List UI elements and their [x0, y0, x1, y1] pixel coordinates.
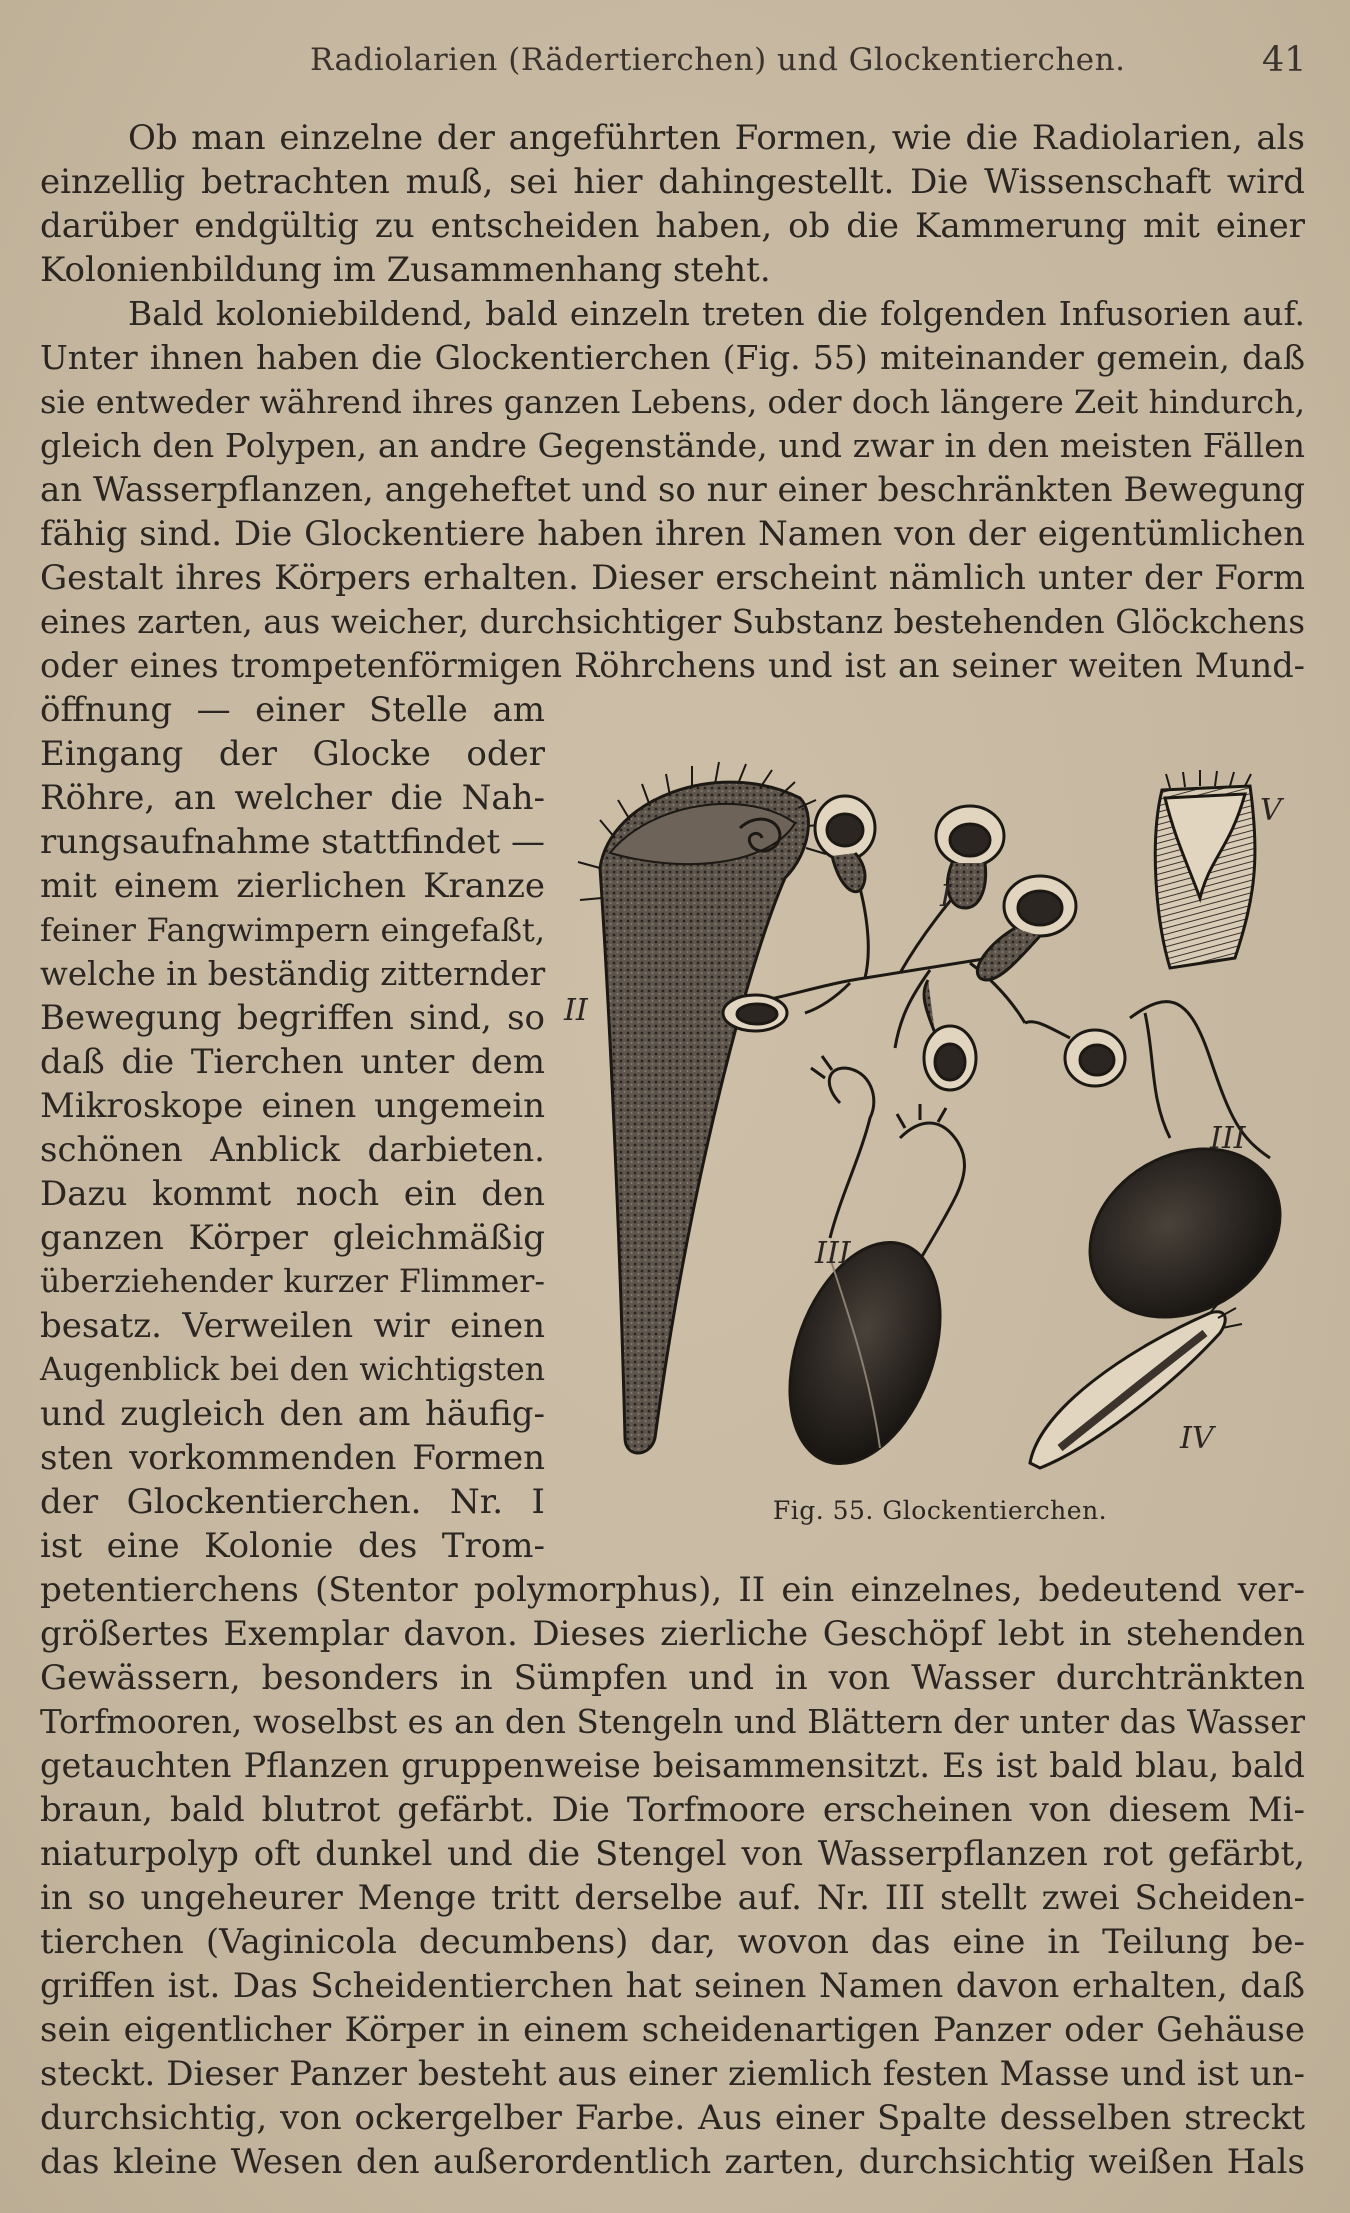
text-line: sein eigentlicher Körper in einem scheidenartigen Panzer oder Gehäuse: [40, 2010, 1305, 2050]
text-line: daß die Tierchen unter dem: [40, 1042, 545, 1082]
text-line: einzellig betrachten muß, sei hier dahingestellt. Die Wissenschaft wird: [40, 162, 1305, 202]
text-line: eines zarten, aus weicher, durchsichtiger Substanz bestehenden Glöckchens: [40, 603, 1305, 641]
text-line: darüber endgültig zu entscheiden haben, ob die Kammerung mit einer: [40, 206, 1305, 246]
figure-caption: Fig. 55. Glockentierchen.: [772, 1496, 1108, 1525]
text-line: sie entweder während ihres ganzen Lebens, oder doch längere Zeit hindurch,: [40, 383, 1305, 421]
text-line: rungsaufnahme stattfindet —: [40, 822, 545, 862]
text-line: getauchten Pflanzen gruppenweise beisammensitzt. Es ist bald blau, bald: [40, 1746, 1305, 1785]
text-line: Augenblick bei den wichtigsten: [40, 1352, 545, 1388]
text-line: Ob man einzelne der angeführten Formen, wie die Radiolarien, als: [128, 118, 1305, 158]
text-line: in so ungeheurer Menge tritt derselbe auf. Nr. III stellt zwei Scheiden-: [40, 1878, 1305, 1918]
text-line: braun, bald blutrot gefärbt. Die Torfmoore erscheinen von diesem Mi-: [40, 1790, 1305, 1830]
text-line: größertes Exemplar davon. Dieses zierliche Geschöpf lebt in stehenden: [40, 1614, 1305, 1654]
text-line: mit einem zierlichen Kranze: [40, 866, 545, 906]
running-title: Radiolarien (Rädertierchen) und Glockentierchen.: [310, 42, 1126, 78]
text-line: niaturpolyp oft dunkel und die Stengel von Wasserpflanzen rot gefärbt,: [40, 1834, 1305, 1874]
text-line: Gewässern, besonders in Sümpfen und in von Wasser durchtränkten: [40, 1658, 1305, 1698]
text-line: der Glockentierchen. Nr. I: [40, 1482, 545, 1522]
text-line: Röhre, an welcher die Nah-: [40, 778, 545, 818]
text-line: Dazu kommt noch ein den: [40, 1174, 545, 1214]
vorticella-v: [1155, 770, 1255, 968]
running-head: [0, 38, 1350, 88]
text-line: tierchen (Vaginicola decumbens) dar, wovon das eine in Teilung be-: [40, 1922, 1305, 1962]
text-line: sten vorkommenden Formen: [40, 1438, 545, 1478]
figure-label-v: V: [1260, 793, 1282, 828]
text-line: und zugleich den am häufig-: [40, 1394, 545, 1434]
text-line: oder eines trompetenförmigen Röhrchens und ist an seiner weiten Mund-: [40, 646, 1305, 685]
figure-label-iii-right: III: [1210, 1121, 1246, 1156]
page-number: 41: [1262, 40, 1307, 80]
glockentierchen-illustration: [564, 758, 1310, 1478]
figure-label-iv: IV: [1180, 1421, 1214, 1456]
text-line: Mikroskope einen ungemein: [40, 1086, 545, 1126]
text-line: welche in beständig zitternder: [40, 955, 546, 993]
text-line: Torfmooren, woselbst es an den Stengeln und Blättern der unter das Wasser: [40, 1703, 1305, 1741]
text-line: besatz. Verweilen wir einen: [40, 1306, 545, 1346]
vaginicola-iii-left: [762, 1056, 968, 1484]
figure-55: [564, 758, 1310, 1533]
stentor-single-ii: [578, 762, 828, 1453]
figure-label-ii: II: [564, 993, 588, 1028]
text-line: an Wasserpflanzen, angeheftet und so nur einer beschränkten Bewegung: [40, 470, 1306, 510]
text-line: ist eine Kolonie des Trom-: [40, 1526, 545, 1566]
text-line: durchsichtig, von ockergelber Farbe. Aus einer Spalte desselben streckt: [40, 2098, 1305, 2138]
text-line: Gestalt ihres Körpers erhalten. Dieser erscheint nämlich unter der Form: [40, 558, 1305, 598]
text-line: Bald koloniebildend, bald einzeln treten die folgenden Infusorien auf.: [128, 294, 1305, 333]
figure-label-iii-left: III: [815, 1236, 851, 1271]
figure-label-i: I: [940, 879, 952, 914]
text-line: das kleine Wesen den außerordentlich zarten, durchsichtig weißen Hals: [40, 2142, 1305, 2182]
text-line: petentierchens (Stentor polymorphus), II ein einzelnes, bedeutend ver-: [40, 1570, 1305, 1610]
text-line: Eingang der Glocke oder: [40, 734, 545, 774]
text-line: öffnung — einer Stelle am: [40, 690, 545, 730]
text-line: Bewegung begriffen sind, so: [40, 998, 545, 1038]
text-line: fähig sind. Die Glockentiere haben ihren Namen von der eigentümlichen: [40, 514, 1305, 554]
text-line: Unter ihnen haben die Glockentierchen (Fig. 55) miteinander gemein, daß: [40, 338, 1305, 377]
text-line: schönen Anblick darbieten.: [40, 1130, 545, 1170]
text-line: ganzen Körper gleichmäßig: [40, 1218, 545, 1258]
text-line: überziehender kurzer Flimmer-: [40, 1264, 545, 1300]
text-line: Kolonienbildung im Zusammenhang steht.: [40, 250, 771, 290]
text-line: gleich den Polypen, an andre Gegenstände, und zwar in den meisten Fällen: [40, 426, 1305, 465]
text-line: steckt. Dieser Panzer besteht aus einer ziemlich festen Masse und ist un-: [40, 2054, 1305, 2094]
text-line: feiner Fangwimpern eingefaßt,: [40, 911, 545, 949]
text-line: griffen ist. Das Scheidentierchen hat seinen Namen davon erhalten, daß: [40, 1966, 1305, 2006]
